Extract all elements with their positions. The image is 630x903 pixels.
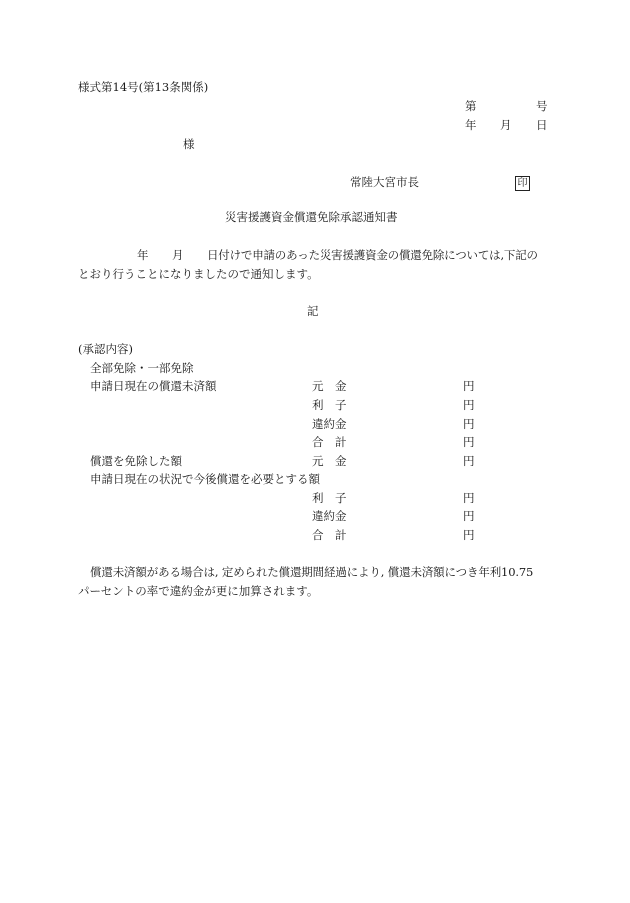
date-year: 年 (465, 118, 477, 132)
future-total-label: 合 計 (312, 528, 347, 542)
unpaid-interest-label: 利 子 (312, 398, 347, 412)
unpaid-penalty-label: 違約金 (312, 417, 347, 431)
issuer-title: 常陸大宮市長 (350, 175, 419, 189)
exempt-principal-label: 元 金 (312, 454, 347, 468)
doc-title: 災害援護資金償還免除承認通知書 (225, 210, 398, 224)
ki-marker: 記 (307, 304, 319, 318)
note-line1: 償還未済額がある場合は, 定められた償還期間経過により, 償還未済額につき年利10.75 (90, 565, 534, 579)
date-day: 日 (536, 118, 548, 132)
issuer-seal (515, 176, 530, 191)
unpaid-principal-unit: 円 (463, 379, 475, 393)
doc-number-prefix: 第 (465, 99, 477, 113)
unpaid-interest-unit: 円 (463, 398, 475, 412)
doc-number-suffix: 号 (536, 99, 548, 113)
date-month: 月 (500, 118, 512, 132)
seal-mark: 印 (515, 176, 530, 191)
note-line2: パーセントの率で違約金が更に加算されます。 (78, 584, 319, 598)
intro-year: 年 (137, 248, 149, 262)
future-penalty-label: 違約金 (312, 509, 347, 523)
unpaid-principal-label: 元 金 (312, 379, 347, 393)
section-heading: (承認内容) (78, 342, 133, 356)
future-total-unit: 円 (463, 528, 475, 542)
unpaid-total-unit: 円 (463, 435, 475, 449)
intro-line1: 日付けで申請のあった災害援護資金の償還免除については,下記の (207, 248, 538, 262)
unpaid-label: 申請日現在の償還未済額 (90, 379, 217, 393)
exempt-label: 償還を免除した額 (90, 454, 182, 468)
future-label: 申請日現在の状況で今後償還を必要とする額 (90, 472, 320, 486)
unpaid-total-label: 合 計 (312, 435, 347, 449)
intro-month: 月 (172, 248, 184, 262)
future-penalty-unit: 円 (463, 509, 475, 523)
future-interest-unit: 円 (463, 491, 475, 505)
intro-line2: とおり行うことになりましたので通知します。 (78, 267, 319, 281)
addressee-suffix: 様 (183, 137, 195, 151)
exemption-type: 全部免除・一部免除 (90, 361, 194, 375)
exempt-principal-unit: 円 (463, 454, 475, 468)
future-interest-label: 利 子 (312, 491, 347, 505)
form-label: 様式第14号(第13条関係) (78, 80, 209, 94)
unpaid-penalty-unit: 円 (463, 417, 475, 431)
